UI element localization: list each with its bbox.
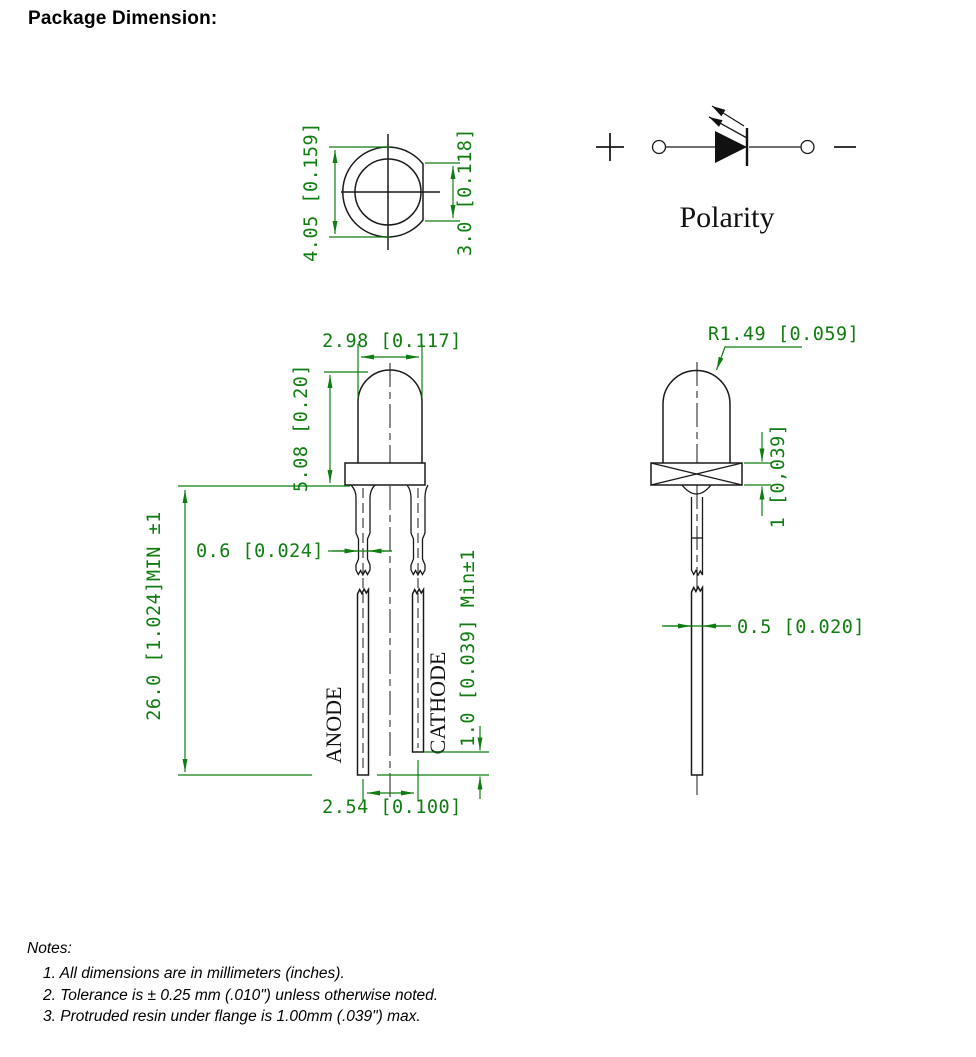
side-lead-lower — [692, 587, 703, 775]
cathode-label: CATHODE — [425, 651, 450, 755]
anode-lead-upper — [351, 485, 375, 575]
top-view — [301, 122, 476, 262]
cathode-lead-upper — [407, 485, 428, 575]
lead-pitch-label: 2.54 [0.100] — [322, 797, 462, 818]
notes-heading: Notes: — [27, 940, 72, 957]
flange-outline — [345, 463, 425, 485]
anode-terminal-circle — [653, 141, 666, 154]
lead-length-label: 26.0 [1.024]MIN ±1 — [144, 511, 165, 721]
lead-thickness-label: 0.6 [0.024] — [195, 541, 325, 562]
notes-block — [27, 940, 438, 1028]
light-emission-arrow — [709, 117, 747, 138]
radius-leader — [717, 347, 803, 370]
note-item: 3. Protruded resin under flange is 1.00mm (.039") max. — [43, 1008, 421, 1025]
dome-radius-label: R1.49 [0.059] — [708, 324, 860, 345]
light-emission-arrow — [712, 106, 744, 126]
cathode-terminal-circle — [801, 141, 814, 154]
polarity-symbol — [596, 106, 856, 234]
page-title: Package Dimension: — [28, 8, 218, 29]
polarity-label: Polarity — [679, 201, 775, 234]
lead-diameter-label: 0.5 [0.020] — [737, 617, 866, 638]
flange-thickness-label: 1 [0,039] — [768, 423, 789, 529]
cathode-offset-label: 1.0 [0.039] Min±1 — [458, 549, 479, 747]
anode-label: ANODE — [321, 686, 346, 764]
outer-diameter-label: 4.05 [0.159] — [301, 122, 322, 262]
note-item: 1. All dimensions are in millimeters (inches). — [43, 965, 345, 982]
body-width-label: 2.98 [0.117] — [322, 331, 462, 352]
side-view — [651, 324, 865, 795]
plus-icon — [596, 133, 624, 161]
front-view — [144, 331, 489, 818]
body-height-label: 5.08 [0.20] — [291, 363, 312, 493]
flat-width-label: 3.0 [0.118] — [455, 127, 476, 257]
note-item: 2. Tolerance is ± 0.25 mm (.010") unless otherwise noted. — [43, 986, 439, 1004]
